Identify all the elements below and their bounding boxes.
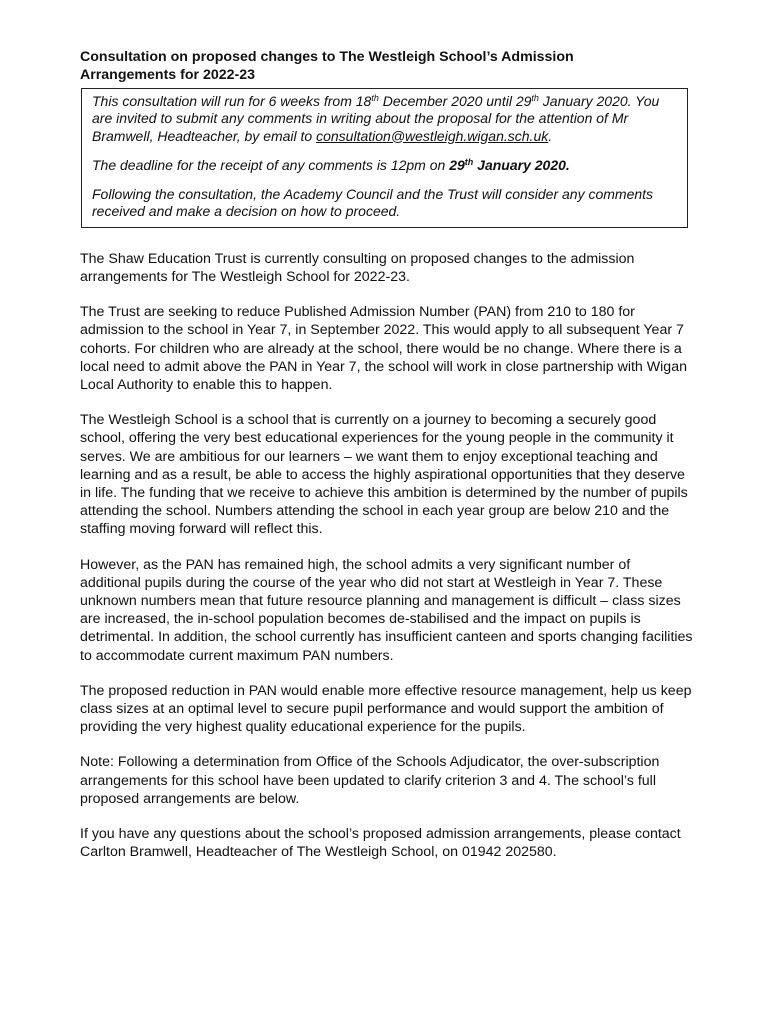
body-paragraph-proposed-benefits: The proposed reduction in PAN would enable more effective resource management, help us keep class sizes at an optimal level to secure pupil performance and would support the ambition of providing the very highest quality educational experience for the pupils. — [80, 682, 692, 736]
consultation-email-link[interactable]: consultation@westleigh.wigan.sch.uk — [316, 127, 549, 144]
title-line-2: Arrangements for 2022-23 — [80, 67, 256, 83]
document-title — [80, 48, 694, 84]
deadline-month-year: January 2020. — [473, 156, 570, 173]
deadline-day: 29 — [449, 156, 465, 173]
notice-text: . — [548, 127, 553, 144]
body-paragraph-contact: If you have any questions about the school’s proposed admission arrangements, please contact Carlton Bramwell, Headteacher of The Westleigh School, on 01942 202580. — [80, 826, 681, 861]
consultation-notice-box — [81, 88, 688, 228]
notice-superscript: th — [531, 93, 539, 103]
body-paragraph-intro: The Shaw Education Trust is currently consulting on proposed changes to the admission arrangements for The Westleigh School for 2022-23. — [80, 250, 635, 285]
notice-text: December 2020 until 29 — [378, 93, 532, 109]
body-paragraph-adjudicator-note: Note: Following a determination from Office of the Schools Adjudicator, the over-subscription arrangements for this school have been updated to clarify criterion 3 and 4. The school’s full proposed arrangements are below. — [80, 754, 660, 807]
notice-paragraph-followup: Following the consultation, the Academy Council and the Trust will consider any comments received and make a decision on how to proceed. — [92, 186, 654, 220]
document-page — [80, 48, 694, 878]
notice-text: January 2020. You are invited to submit any comments in writing about the proposal for the attention of Mr Bramwell, Headteacher, by email to — [92, 93, 660, 144]
document-body — [80, 250, 694, 862]
body-paragraph-school-journey: The Westleigh School is a school that is currently on a journey to becoming a securely good school, offering the very best educational experiences for the young people in the community it serves. We are ambitious for our learners – we want them to enjoy exceptional teaching and learning and as a result, be able to access the highly aspirational opportunities that they deserve in life. The funding that we receive to achieve this ambition is determined by the number of pupils attending the school. Numbers attending the school in each year group are below 210 and the staffing moving forward will reflect this. — [80, 412, 688, 538]
notice-superscript: th — [371, 93, 379, 103]
body-paragraph-pan-impact: However, as the PAN has remained high, the school admits a very significant number of additional pupils during the course of the year who did not start at Westleigh in Year 7. These unknown numbers mean that future resource planning and management is difficult – class sizes are increased, the in-school population becomes de-stabilised and the impact on pupils is detrimental. In addition, the school currently has insufficient canteen and sports changing facilities to accommodate current maximum PAN numbers. — [80, 556, 693, 664]
notice-paragraph-deadline — [92, 157, 677, 174]
deadline-date — [449, 157, 570, 173]
title-line-1: Consultation on proposed changes to The Westleigh School’s Admission — [80, 49, 574, 65]
notice-superscript: th — [464, 156, 474, 167]
notice-text: This consultation will run for 6 weeks from 18 — [92, 93, 372, 109]
notice-paragraph-dates — [92, 93, 677, 145]
body-paragraph-pan-reduction: The Trust are seeking to reduce Published Admission Number (PAN) from 210 to 180 for admission to the school in Year 7, in September 2022. This would apply to all subsequent Year 7 cohorts. For children who are already at the school, there would be no change. Where there is a local need to admit above the PAN in Year 7, the school will work in close partnership with Wigan Local Authority to enable this to happen. — [80, 304, 687, 393]
notice-text: The deadline for the receipt of any comments is 12pm on — [92, 156, 450, 173]
